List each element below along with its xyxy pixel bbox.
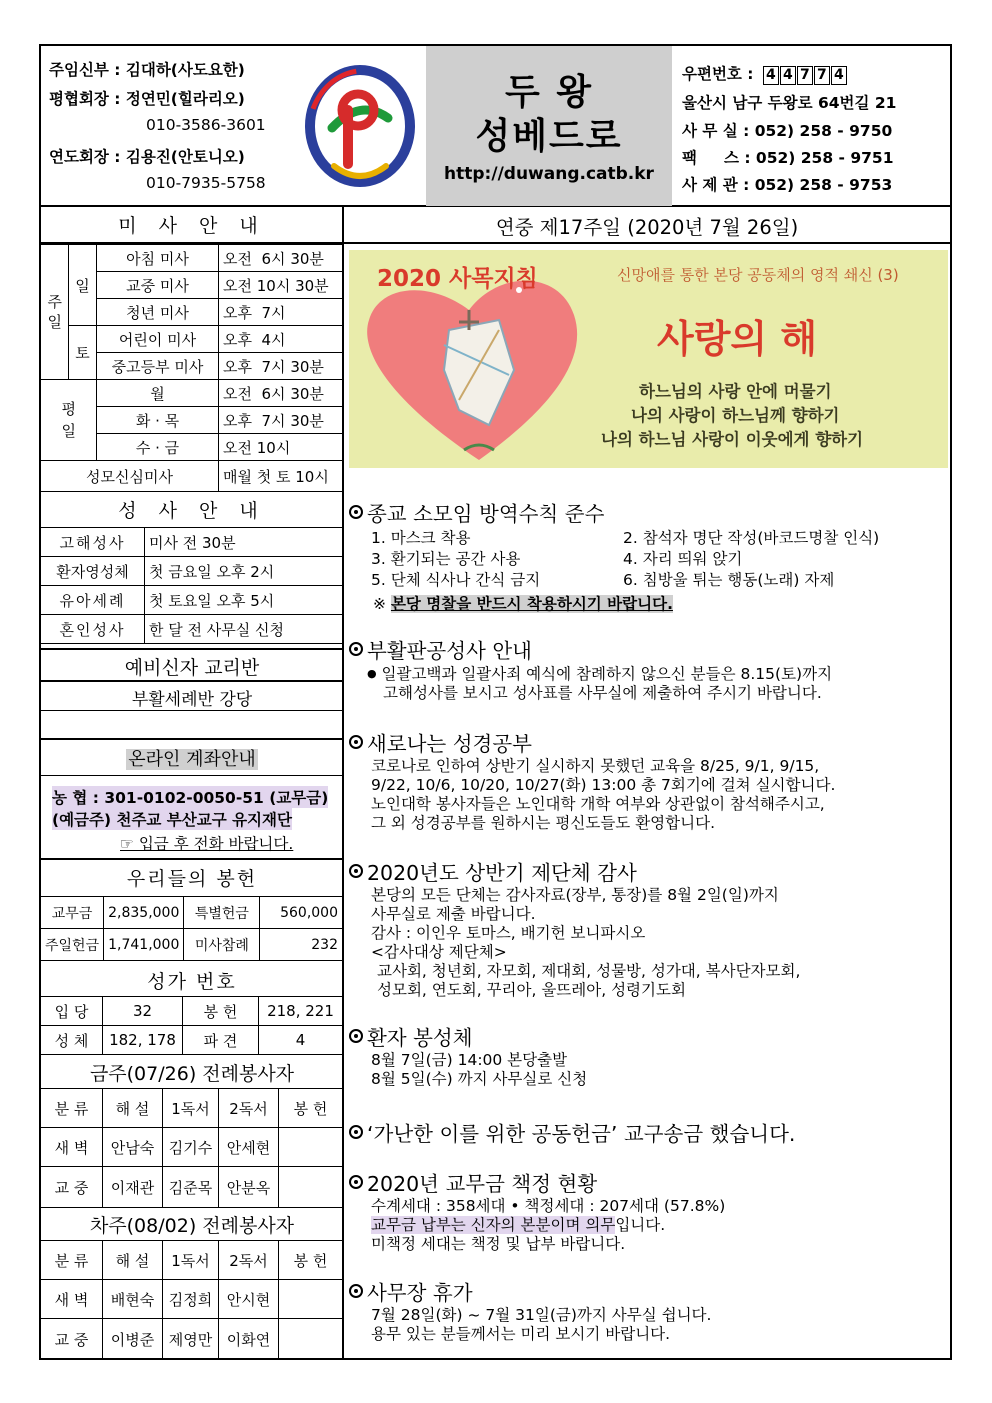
offering-value: 232 [260, 929, 343, 961]
mass-time: 오전 10시 [219, 434, 343, 461]
highlighted-text: 교무금 납부는 신자의 본분이며 의무 [371, 1216, 616, 1234]
parish-logo [300, 58, 420, 198]
announcement-line: 용무 있는 분들께서는 미리 보시기 바랍니다. [371, 1325, 671, 1343]
server-cell [279, 1167, 343, 1208]
masthead-title-line1: 두 왕 [504, 72, 594, 113]
hymn-number: 4 [259, 1026, 343, 1055]
rule-item: 6. 침방울 튀는 행동(노래) 자제 [623, 571, 835, 589]
mass-time: 오전 10시 30분 [219, 272, 343, 299]
announcement-line: 성모회, 연도회, 꾸리아, 울뜨레아, 성령기도회 [377, 981, 686, 999]
offering-label: 교무금 [41, 897, 104, 929]
announcement-line: 미책정 세대는 책정 및 납부 바랍니다. [371, 1235, 626, 1253]
announcement-line: ● 일괄고백과 일괄사죄 예식에 참례하지 않으신 분들은 8.15(토)까지 [367, 665, 833, 683]
divider [39, 710, 344, 711]
server-cell: 이화연 [219, 1319, 279, 1360]
announcement-heading: 종교 소모임 방역수칙 준수 [349, 497, 949, 527]
mass-name: 교중 미사 [97, 272, 219, 299]
announcement-line: 코로나로 인하여 상반기 실시하지 못했던 교육을 8/25, 9/1, 9/15, [371, 757, 820, 775]
bullet-icon [349, 1284, 363, 1298]
bullet-icon [349, 642, 363, 656]
announcement-line: 본당의 모든 단체는 감사자료(장부, 통장)를 8월 2일(일)까지 [371, 886, 779, 904]
divider [343, 242, 952, 244]
mass-time: 오후 7시 30분 [219, 407, 343, 434]
server-cell: 김정희 [163, 1280, 219, 1319]
offering-value: 1,741,000 [104, 929, 184, 961]
divider [39, 648, 344, 650]
announcement-quarantine [349, 497, 949, 613]
servers-header: 해 설 [103, 1241, 163, 1280]
masthead-title-line2: 성베드로 [475, 116, 623, 157]
postal-digit: 7 [814, 66, 830, 85]
offering-label: 미사참례 [184, 929, 260, 961]
announcement-line: 노인대학 봉사자들은 노인대학 개학 여부와 상관없이 참석해주시고, [371, 795, 825, 813]
rule-item: 3. 환기되는 공간 사용 [371, 550, 521, 568]
bullet-icon [349, 1175, 363, 1189]
banner-main: 사랑의 해 [657, 317, 818, 361]
postal-digit: 4 [831, 66, 847, 85]
fax-number: 팩 스 : 052) 258 - 9751 [682, 149, 894, 167]
hymn-table [40, 996, 343, 1055]
hymn-number: 32 [103, 997, 183, 1026]
mass-name: 월 [97, 380, 219, 407]
hymn-label: 봉 헌 [183, 997, 259, 1026]
bullet-icon [349, 1029, 363, 1043]
announcement-heading: 환자 봉성체 [349, 1021, 949, 1051]
announcement-poor-offering [349, 1117, 949, 1147]
mass-time: 오전 6시 30분 [219, 380, 343, 407]
divider [39, 680, 344, 682]
catechumen-title: 예비신자 교리반 [124, 657, 260, 679]
sacrament-table [40, 527, 343, 644]
week-title: 연중 제17주일 (2020년 7월 26일) [495, 216, 799, 239]
server-cell: 배현숙 [103, 1280, 163, 1319]
offering-value: 560,000 [260, 897, 343, 929]
offering-value: 2,835,000 [104, 897, 184, 929]
announcement-line: 8월 7일(금) 14:00 본당출발 [371, 1051, 568, 1069]
mass-name: 청년 미사 [97, 299, 219, 326]
bullet-icon [349, 864, 363, 878]
special-mass-name: 성모신심미사 [41, 461, 219, 492]
announcement-tithe-status [349, 1167, 949, 1254]
hymn-label: 성 체 [41, 1026, 103, 1055]
announcement-line: 그 외 성경공부를 원하시는 평신도들도 환영합니다. [371, 814, 715, 832]
announcement-body [349, 1197, 949, 1254]
server-cell: 교 중 [41, 1319, 103, 1360]
account-holder: (예금주) 천주교 부산교구 유지재단 [52, 808, 292, 830]
servers-next-week-table [40, 1240, 343, 1360]
servers-this-week-title: 금주(07/26) 전례봉사자 [89, 1063, 295, 1085]
postal-label: 우편번호 : [682, 65, 754, 83]
announcement-body [349, 664, 949, 703]
mass-name: 중고등부 미사 [97, 353, 219, 380]
catechumen-place: 부활세례반 강당 [131, 690, 253, 710]
postal-digit: 4 [780, 66, 796, 85]
masthead [426, 46, 672, 206]
server-cell: 안분옥 [219, 1167, 279, 1208]
announcement-heading: ‘가난한 이를 위한 공동헌금’ 교구송금 했습니다. [349, 1117, 949, 1147]
servers-header: 분 류 [41, 1241, 103, 1280]
postal-code [682, 62, 848, 85]
announcement-line: 고해성사를 보시고 성사표를 사무실에 제출하여 주시기 바랍니다. [383, 684, 822, 702]
server-cell: 안시현 [219, 1280, 279, 1319]
divider [39, 858, 344, 860]
hymn-label: 입 당 [41, 997, 103, 1026]
mass-name: 화 · 목 [97, 407, 219, 434]
offering-label: 특별헌금 [184, 897, 260, 929]
server-cell: 안세현 [219, 1128, 279, 1167]
servers-header: 해 설 [103, 1089, 163, 1128]
servers-header: 2독서 [219, 1089, 279, 1128]
sacrament-time: 첫 토요일 오후 5시 [145, 586, 343, 615]
announcement-line: 9/22, 10/6, 10/20, 10/27(화) 13:00 총 7회기에 걸쳐 실시합니다. [371, 776, 836, 794]
banner-line1: 하느님의 사랑 안에 머물기 [639, 382, 832, 401]
server-cell: 새 벽 [41, 1280, 103, 1319]
offering-label: 주일헌금 [41, 929, 104, 961]
address: 울산시 남구 두왕로 64번길 21 [682, 94, 897, 112]
announcement-heading: 새로나는 성경공부 [349, 727, 949, 757]
mass-name: 아침 미사 [97, 245, 219, 272]
postal-digit: 7 [797, 66, 813, 85]
sacrament-time: 첫 금요일 오후 2시 [145, 557, 343, 586]
announcement-heading: 2020년도 상반기 제단체 감사 [349, 856, 949, 886]
mass-time: 오후 4시 [219, 326, 343, 353]
announcement-line: 7월 28일(화) ~ 7월 31일(금)까지 사무실 쉽니다. [371, 1306, 712, 1324]
announcement-heading: 2020년 교무금 책정 현황 [349, 1167, 949, 1197]
announcement-heading: 부활판공성사 안내 [349, 634, 949, 664]
banner-subtitle: 신망애를 통한 본당 공동체의 영적 쇄신 (3) [617, 266, 899, 284]
mass-name: 어린이 미사 [97, 326, 219, 353]
sacrament-name: 환자영성체 [41, 557, 145, 586]
bullet-icon [349, 1125, 363, 1139]
servers-header: 분 류 [41, 1089, 103, 1128]
postal-digit: 4 [763, 66, 779, 85]
rule-item: 1. 마스크 착용 [371, 529, 471, 547]
server-cell: 안남숙 [103, 1128, 163, 1167]
announcement-heading: 사무장 휴가 [349, 1276, 949, 1306]
bullet-dot-icon: ● [367, 667, 377, 680]
mass-name: 수 · 금 [97, 434, 219, 461]
announcement-line: 교무금 납부는 신자의 본분이며 의무입니다. [371, 1216, 666, 1234]
sacrament-time: 한 달 전 사무실 신청 [145, 615, 343, 644]
announcement-sick-communion [349, 1021, 949, 1089]
weekday-cell: 평일 [41, 380, 97, 461]
hymn-number: 218, 221 [259, 997, 343, 1026]
server-cell: 제영만 [163, 1319, 219, 1360]
server-cell: 교 중 [41, 1167, 103, 1208]
announcement-bible-study [349, 727, 949, 833]
rule-item: 5. 단체 식사나 간식 금지 [371, 571, 541, 589]
note-mark: ※ [373, 595, 386, 613]
server-cell: 이병준 [103, 1319, 163, 1360]
mass-section-title: 미 사 안 내 [118, 215, 266, 237]
servers-header: 1독서 [163, 1089, 219, 1128]
sacrament-name: 고해성사 [41, 528, 145, 557]
divider [39, 775, 344, 776]
memorial-president-label: 연도회장 : 김용진(안토니오) [49, 148, 245, 166]
server-cell [279, 1280, 343, 1319]
announcement-line: 감사 : 이인우 토마스, 배기헌 보니파시오 [371, 924, 646, 942]
announcement-body [349, 1306, 949, 1344]
divider [39, 738, 344, 740]
server-cell [279, 1319, 343, 1360]
servers-this-week-table [40, 1088, 343, 1208]
offering-table [40, 896, 343, 961]
sacrament-section-title: 성 사 안 내 [118, 500, 266, 522]
rectory-phone: 사 제 관 : 052) 258 - 9753 [682, 176, 893, 194]
server-cell: 이재관 [103, 1167, 163, 1208]
mass-schedule-table [40, 244, 343, 492]
hymn-label: 파 견 [183, 1026, 259, 1055]
pastoral-banner [349, 250, 948, 468]
mass-time: 오후 7시 [219, 299, 343, 326]
council-phone: 010-3586-3601 [146, 116, 266, 134]
website-link[interactable]: http://duwang.catb.kr [444, 164, 654, 184]
council-president-label: 평협회장 : 정연민(힐라리오) [49, 90, 245, 108]
servers-header: 2독서 [219, 1241, 279, 1280]
server-cell: 김기수 [163, 1128, 219, 1167]
banner-left-title: 2020 사목지침 [377, 266, 538, 292]
offering-title: 우리들의 봉헌 [126, 868, 258, 890]
banner-line3: 나의 하느님 사랑이 이웃에게 향하기 [601, 430, 864, 449]
announcement-line: 8월 5일(수) 까지 사무실로 신청 [371, 1070, 588, 1088]
announcement-line: 교사회, 청년회, 자모회, 제대회, 성물방, 성가대, 복사단자모회, [377, 962, 801, 980]
servers-header: 봉 헌 [279, 1241, 343, 1280]
special-mass-time: 매월 첫 토 10시 [219, 461, 343, 492]
account-title-wrap [41, 745, 343, 771]
servers-header: 봉 헌 [279, 1089, 343, 1128]
announcement-body [349, 1051, 949, 1089]
account-title: 온라인 계좌안내 [128, 749, 256, 770]
sacrament-name: 유아세례 [41, 586, 145, 615]
announcement-easter-confession [349, 634, 949, 703]
office-phone: 사 무 실 : 052) 258 - 9750 [682, 122, 893, 140]
sunday-day-label: 일 [69, 245, 97, 326]
hymn-number: 182, 178 [103, 1026, 183, 1055]
announcement-line: 사무실로 제출 바랍니다. [371, 905, 536, 923]
sacrament-time: 미사 전 30분 [145, 528, 343, 557]
rule-item: 2. 참석자 명단 작성(바코드명찰 인식) [623, 529, 880, 547]
announcement-body [349, 757, 949, 833]
mass-time: 오후 7시 30분 [219, 353, 343, 380]
server-cell [279, 1128, 343, 1167]
banner-line2: 나의 사랑이 하느님께 향하기 [631, 406, 840, 425]
servers-next-week-title: 차주(08/02) 전례봉사자 [89, 1215, 295, 1237]
announcement-office-vacation [349, 1276, 949, 1344]
announcement-line: 수계세대 : 358세대 • 책정세대 : 207세대 (57.8%) [371, 1197, 726, 1215]
hymn-title: 성가 번호 [147, 971, 237, 993]
announcement-line: <감사대상 제단체> [371, 943, 507, 961]
rule-item: 4. 자리 띄워 앉기 [623, 550, 743, 568]
account-number: 농 협 : 301-0102-0050-51 (교무금) [52, 786, 328, 808]
server-cell: 김준목 [163, 1167, 219, 1208]
announcement-audit [349, 856, 949, 1000]
mass-time: 오전 6시 30분 [219, 245, 343, 272]
deposit-note: ☞ 입금 후 전화 바랍니다. [120, 835, 294, 853]
sacrament-name: 혼인성사 [41, 615, 145, 644]
bullet-icon [349, 735, 363, 749]
nametag-note-text: 본당 명찰을 반드시 착용하시기 바랍니다. [390, 595, 673, 613]
announcement-body [349, 886, 949, 1000]
bullet-icon [349, 505, 363, 519]
saturday-label: 토 [69, 326, 97, 380]
sunday-cell: 주일 [41, 245, 69, 380]
pastor-label: 주임신부 : 김대하(사도요한) [49, 61, 245, 79]
server-cell: 새 벽 [41, 1128, 103, 1167]
servers-header: 1독서 [163, 1241, 219, 1280]
nametag-note [373, 595, 673, 614]
memorial-phone: 010-7935-5758 [146, 174, 266, 192]
